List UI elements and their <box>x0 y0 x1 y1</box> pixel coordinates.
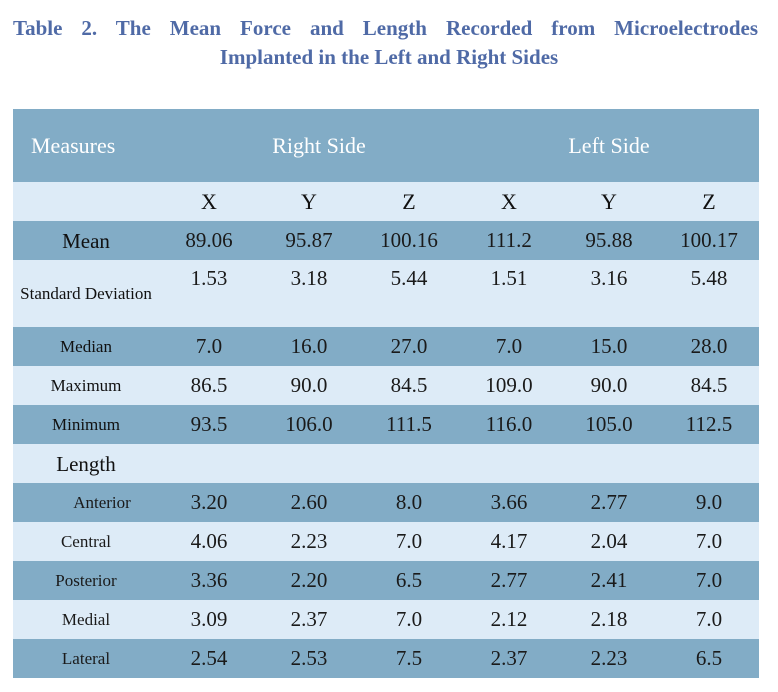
table-cell-empty <box>159 444 259 483</box>
table-cell: 8.0 <box>395 490 423 514</box>
table-cell: 2.77 <box>490 568 528 592</box>
table-row <box>13 366 759 405</box>
table-row <box>13 327 759 366</box>
table-cell: 4.17 <box>490 529 528 553</box>
row-label: Standard Deviation <box>20 283 152 303</box>
force-length-table <box>13 109 759 678</box>
table-row <box>13 639 759 678</box>
table-caption <box>0 14 778 72</box>
table-cell: 2.37 <box>490 646 528 670</box>
table-cell-empty <box>459 444 559 483</box>
table-cell: 28.0 <box>690 334 728 358</box>
table-cell: 6.5 <box>695 646 723 670</box>
table-cell: 3.09 <box>190 607 228 631</box>
header-axis-cell: Z <box>402 188 416 214</box>
table-cell: 6.5 <box>395 568 423 592</box>
header-axis-blank <box>13 182 159 221</box>
table-cell: 2.18 <box>590 607 628 631</box>
header-right-side <box>159 109 459 182</box>
table-cell: 2.53 <box>290 646 328 670</box>
table-cell: 112.5 <box>685 412 733 436</box>
table-cell: 1.53 <box>190 266 228 290</box>
table-cell: 2.23 <box>590 646 628 670</box>
table-cell: 7.0 <box>395 529 423 553</box>
table-cell: 86.5 <box>190 373 228 397</box>
row-label: Posterior <box>55 570 117 590</box>
table-cell: 2.60 <box>290 490 328 514</box>
table-cell: 3.16 <box>590 266 628 290</box>
table-cell: 2.77 <box>590 490 628 514</box>
table-cell: 100.16 <box>380 228 438 252</box>
header-row-sides <box>13 109 759 182</box>
table-cell: 95.87 <box>285 228 333 252</box>
table-cell-empty <box>259 444 359 483</box>
table-cell: 3.36 <box>190 568 228 592</box>
table-cell: 3.66 <box>490 490 528 514</box>
table-cell: 7.0 <box>195 334 223 358</box>
table-cell: 7.5 <box>395 646 423 670</box>
table-cell: 7.0 <box>395 607 423 631</box>
table-cell: 3.18 <box>290 266 328 290</box>
table-cell: 109.0 <box>485 373 533 397</box>
table-cell: 5.44 <box>390 266 428 290</box>
table-cell: 84.5 <box>690 373 728 397</box>
row-label: Central <box>60 531 112 551</box>
header-right-side-label: Right Side <box>272 132 366 158</box>
table-cell-empty <box>559 444 659 483</box>
table-cell: 89.06 <box>185 228 233 252</box>
caption-line-1: Table 2. The Mean Force and Length Recorded from Microelectrodes <box>13 16 758 40</box>
table-cell: 7.0 <box>695 568 723 592</box>
row-label: Medial <box>61 609 111 629</box>
table-cell: 111.2 <box>486 228 532 252</box>
length-section-label: Length <box>56 451 116 476</box>
table-cell: 2.41 <box>590 568 628 592</box>
table-cell: 100.17 <box>680 228 738 252</box>
table-cell: 111.5 <box>386 412 432 436</box>
table-cell: 2.54 <box>190 646 228 670</box>
header-left-side-label: Left Side <box>568 132 650 158</box>
table-cell: 2.04 <box>590 529 628 553</box>
header-axis-cell: X <box>501 188 517 214</box>
row-label: Minimum <box>51 414 120 434</box>
table-cell: 116.0 <box>485 412 533 436</box>
table-cell: 95.88 <box>585 228 633 252</box>
table-cell: 105.0 <box>585 412 633 436</box>
table-cell: 15.0 <box>590 334 628 358</box>
table-cell: 16.0 <box>290 334 328 358</box>
table-cell: 7.0 <box>495 334 523 358</box>
caption-line-2: Implanted in the Left and Right Sides <box>219 45 559 69</box>
row-label: Anterior <box>73 492 131 512</box>
header-axis-cell: Z <box>702 188 716 214</box>
section-row-length <box>13 444 759 483</box>
header-axis-cell: Y <box>601 188 617 214</box>
row-label: Maximum <box>50 375 122 395</box>
table-cell: 7.0 <box>695 529 723 553</box>
table-row <box>13 561 759 600</box>
table-cell: 1.51 <box>490 266 528 290</box>
header-measures: Measures <box>31 132 116 158</box>
header-left-side <box>459 109 759 182</box>
table-cell: 9.0 <box>695 490 723 514</box>
table-cell-empty <box>359 444 459 483</box>
table-row <box>13 483 759 522</box>
table-row <box>13 221 759 260</box>
table-cell: 90.0 <box>590 373 628 397</box>
table-cell: 93.5 <box>190 412 228 436</box>
table-cell: 5.48 <box>690 266 728 290</box>
table-cell: 2.37 <box>290 607 328 631</box>
table-cell: 3.20 <box>190 490 228 514</box>
header-axis-cell: X <box>201 188 217 214</box>
table-row <box>13 260 759 327</box>
table-cell: 90.0 <box>290 373 328 397</box>
table-cell: 27.0 <box>390 334 428 358</box>
row-label: Lateral <box>61 648 111 668</box>
table-cell: 2.12 <box>490 607 528 631</box>
row-label: Median <box>60 336 112 356</box>
table-row <box>13 600 759 639</box>
table-cell: 2.20 <box>290 568 328 592</box>
header-row-axes <box>13 182 759 221</box>
table-cell: 84.5 <box>390 373 428 397</box>
table-row <box>13 405 759 444</box>
table-cell: 7.0 <box>695 607 723 631</box>
row-label: Mean <box>62 228 110 253</box>
table-cell: 106.0 <box>285 412 333 436</box>
header-axis-cell: Y <box>301 188 317 214</box>
table-row <box>13 522 759 561</box>
table-cell: 4.06 <box>190 529 228 553</box>
table-cell: 2.23 <box>290 529 328 553</box>
table-cell-empty <box>659 444 759 483</box>
